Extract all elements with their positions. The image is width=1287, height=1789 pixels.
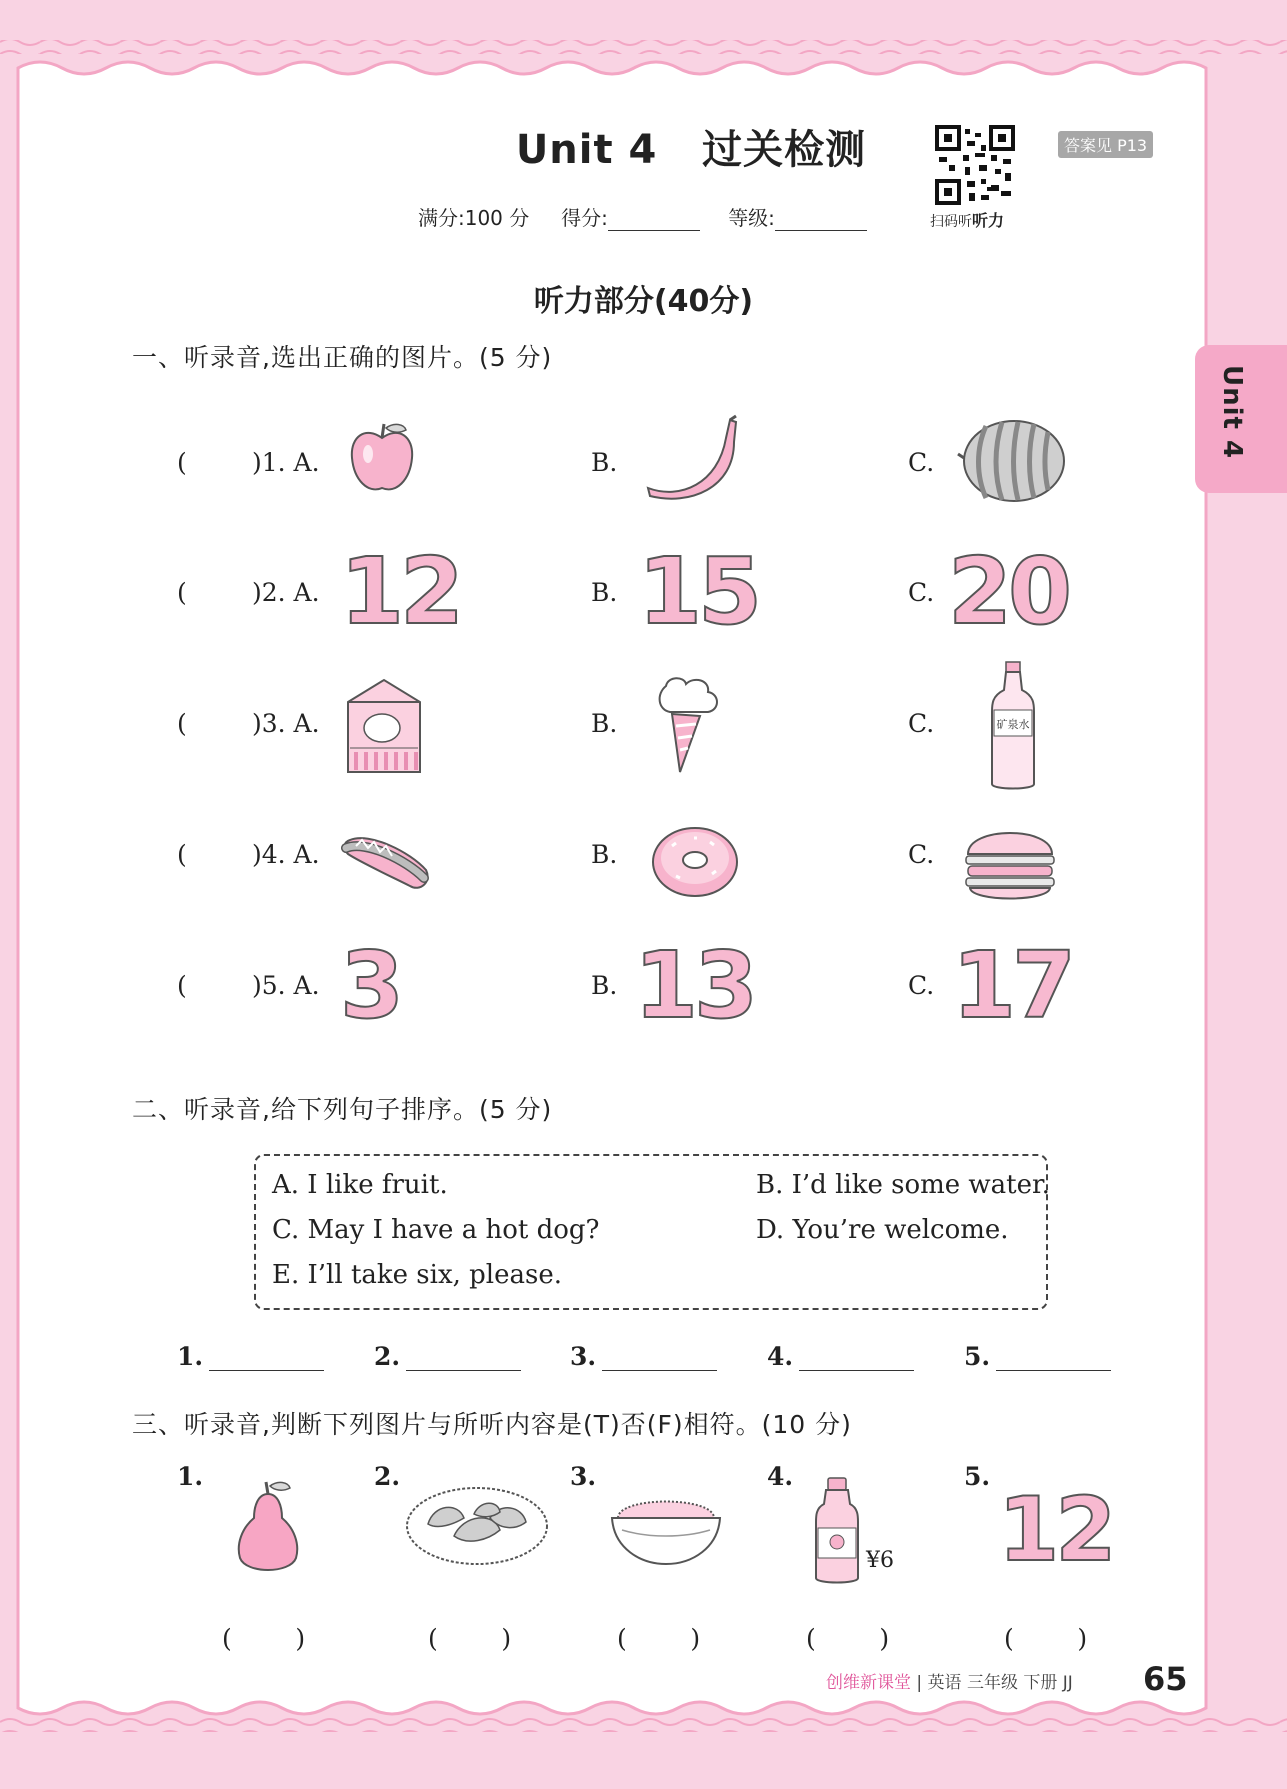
- number-13-pic[interactable]: 13: [634, 932, 755, 1039]
- qr-code-icon[interactable]: [935, 125, 1015, 205]
- number-15-pic[interactable]: 15: [638, 538, 759, 645]
- grade-label: 等级:: [728, 206, 775, 230]
- item-number: 3.: [570, 1462, 597, 1491]
- sentence-e: E. I’ll take six, please.: [272, 1260, 562, 1290]
- score-label: 得分:: [561, 206, 608, 230]
- rice-bowl-icon[interactable]: [608, 1486, 724, 1568]
- hot-dog-icon[interactable]: [340, 826, 432, 896]
- hamburger-icon[interactable]: [962, 818, 1058, 904]
- price-label: ¥6: [866, 1548, 894, 1573]
- item-number: 4.: [767, 1462, 794, 1491]
- donut-icon[interactable]: [650, 822, 740, 898]
- number-12-pic[interactable]: 12: [998, 1478, 1113, 1581]
- part2-heading: 二、听录音,给下列句子排序。(5 分): [132, 1095, 553, 1124]
- answer-paren[interactable]: (: [177, 840, 187, 869]
- sentence-a: A. I like fruit.: [272, 1170, 448, 1200]
- watermelon-icon[interactable]: [956, 418, 1068, 504]
- item-number: 1.: [177, 1462, 204, 1491]
- option-c: C.: [908, 448, 935, 477]
- item-number: 5.: [964, 1462, 991, 1491]
- ice-cream-icon[interactable]: [650, 676, 730, 776]
- apple-icon[interactable]: [348, 420, 416, 496]
- listening-section-title: 听力部分(40分): [533, 284, 754, 319]
- sentence-d: D. You’re welcome.: [756, 1215, 1009, 1245]
- option-b: B.: [591, 448, 618, 477]
- row-label: )4. A.: [252, 840, 320, 869]
- row-label: )2. A.: [252, 578, 320, 607]
- full-score: 满分:100 分: [418, 206, 530, 230]
- number-3-pic[interactable]: 3: [340, 932, 401, 1039]
- item-number: 2.: [374, 1462, 401, 1491]
- number-20-pic[interactable]: 20: [948, 538, 1069, 645]
- tf-paren-3[interactable]: ( ): [617, 1624, 701, 1653]
- order-answer-2[interactable]: 2.: [374, 1342, 521, 1371]
- answer-paren[interactable]: (: [177, 448, 187, 477]
- number-12-pic[interactable]: 12: [340, 538, 461, 645]
- page-number: 65: [1143, 1660, 1188, 1698]
- footer-brand: 创维新课堂: [826, 1673, 911, 1693]
- answer-paren[interactable]: (: [177, 709, 187, 738]
- banana-icon[interactable]: [640, 414, 744, 506]
- answer-paren[interactable]: (: [177, 971, 187, 1000]
- row-label: )5. A.: [252, 971, 320, 1000]
- answer-badge: 答案见 P13: [1058, 131, 1153, 158]
- part1-heading: 一、听录音,选出正确的图片。(5 分): [132, 343, 553, 372]
- qr-caption: 扫码听听力: [930, 211, 1005, 230]
- order-answer-4[interactable]: 4.: [767, 1342, 914, 1371]
- tf-paren-2[interactable]: ( ): [428, 1624, 512, 1653]
- tf-paren-4[interactable]: ( ): [806, 1624, 890, 1653]
- option-c: C.: [908, 971, 935, 1000]
- score-line: [418, 202, 889, 231]
- footer: [826, 1668, 1073, 1693]
- part3-heading: 三、听录音,判断下列图片与所听内容是(T)否(F)相符。(10 分): [132, 1410, 852, 1439]
- footer-info: | 英语 三年级 下册 JJ: [916, 1673, 1073, 1693]
- option-c: C.: [908, 709, 935, 738]
- option-b: B.: [591, 971, 618, 1000]
- order-answer-3[interactable]: 3.: [570, 1342, 717, 1371]
- juice-bottle-icon[interactable]: [812, 1476, 862, 1586]
- option-b: B.: [591, 709, 618, 738]
- number-17-pic[interactable]: 17: [952, 932, 1073, 1039]
- tf-paren-5[interactable]: ( ): [1004, 1624, 1088, 1653]
- grade-blank[interactable]: [775, 210, 867, 231]
- score-blank[interactable]: [608, 210, 700, 231]
- pear-icon[interactable]: [232, 1480, 304, 1576]
- sentence-b: B. I’d like some water.: [756, 1170, 1050, 1200]
- tf-paren-1[interactable]: ( ): [222, 1624, 306, 1653]
- row-label: )3. A.: [252, 709, 320, 738]
- sentence-c: C. May I have a hot dog?: [272, 1215, 600, 1245]
- unit-tab: Unit 4: [1195, 345, 1287, 493]
- order-answer-1[interactable]: 1.: [177, 1342, 324, 1371]
- water-bottle-icon[interactable]: [988, 660, 1038, 792]
- order-answer-5[interactable]: 5.: [964, 1342, 1111, 1371]
- bottle-label: 矿泉水: [996, 718, 1030, 731]
- row-label: )1. A.: [252, 448, 320, 477]
- answer-paren[interactable]: (: [177, 578, 187, 607]
- milk-carton-icon[interactable]: [344, 676, 424, 776]
- option-b: B.: [591, 578, 618, 607]
- option-c: C.: [908, 840, 935, 869]
- option-c: C.: [908, 578, 935, 607]
- noodles-plate-icon[interactable]: [404, 1484, 550, 1568]
- option-b: B.: [591, 840, 618, 869]
- page-title: Unit 4 过关检测: [515, 127, 867, 173]
